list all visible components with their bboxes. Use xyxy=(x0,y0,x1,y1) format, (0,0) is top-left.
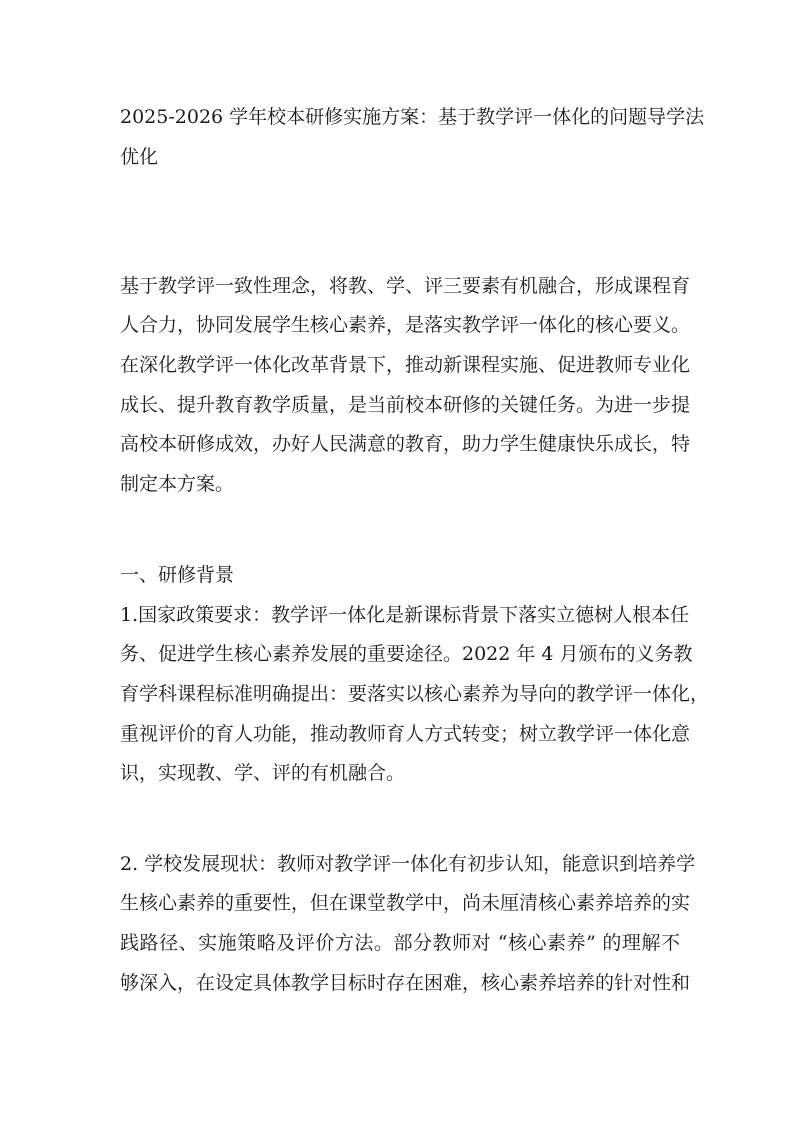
item-1-line: 1.国家政策要求：教学评一体化是新课标背景下落实立德树人根本任 xyxy=(120,604,690,626)
intro-paragraph-line: 基于教学评一致性理念，将教、学、评三要素有机融合，形成课程育 xyxy=(120,275,691,297)
item-2-line: 践路径、实施策略及评价方法。部分教师对 “核心素养” 的理解不 xyxy=(120,932,680,954)
item-2-line: 2. 学校发展现状：教师对教学评一体化有初步认知，能意识到培养学 xyxy=(120,853,696,875)
item-1-line: 识，实现教、学、评的有机融合。 xyxy=(120,762,406,784)
item-1-line: 重视评价的育人功能，推动教师育人方式转变；树立教学评一体化意 xyxy=(120,723,691,745)
intro-paragraph-line: 高校本研修成效，办好人民满意的教育，助力学生健康快乐成长，特 xyxy=(120,433,691,455)
document-title-line-1: 2025-2026 学年校本研修实施方案：基于教学评一体化的问题导学法 xyxy=(120,106,705,128)
document-title-line-2: 优化 xyxy=(120,146,159,168)
intro-paragraph-line: 成长、提升教育教学质量，是当前校本研修的关键任务。为进一步提 xyxy=(120,394,691,416)
intro-paragraph-line: 人合力，协同发展学生核心素养，是落实教学评一体化的核心要义。 xyxy=(120,314,691,336)
item-2-line: 生核心素养的重要性，但在课堂教学中，尚未厘清核心素养培养的实 xyxy=(120,892,691,914)
item-2-line: 够深入，在设定具体教学目标时存在困难，核心素养培养的针对性和 xyxy=(120,972,691,994)
item-1-line: 育学科课程标准明确提出：要落实以核心素养为导向的教学评一体化， xyxy=(120,683,710,705)
item-1-line: 务、促进学生核心素养发展的重要途径。2022 年 4 月颁布的义务教 xyxy=(120,643,693,665)
intro-paragraph-line: 制定本方案。 xyxy=(120,473,235,495)
section-heading: 一、研修背景 xyxy=(120,564,235,586)
intro-paragraph-line: 在深化教学评一体化改革背景下，推动新课程实施、促进教师专业化 xyxy=(120,354,691,376)
